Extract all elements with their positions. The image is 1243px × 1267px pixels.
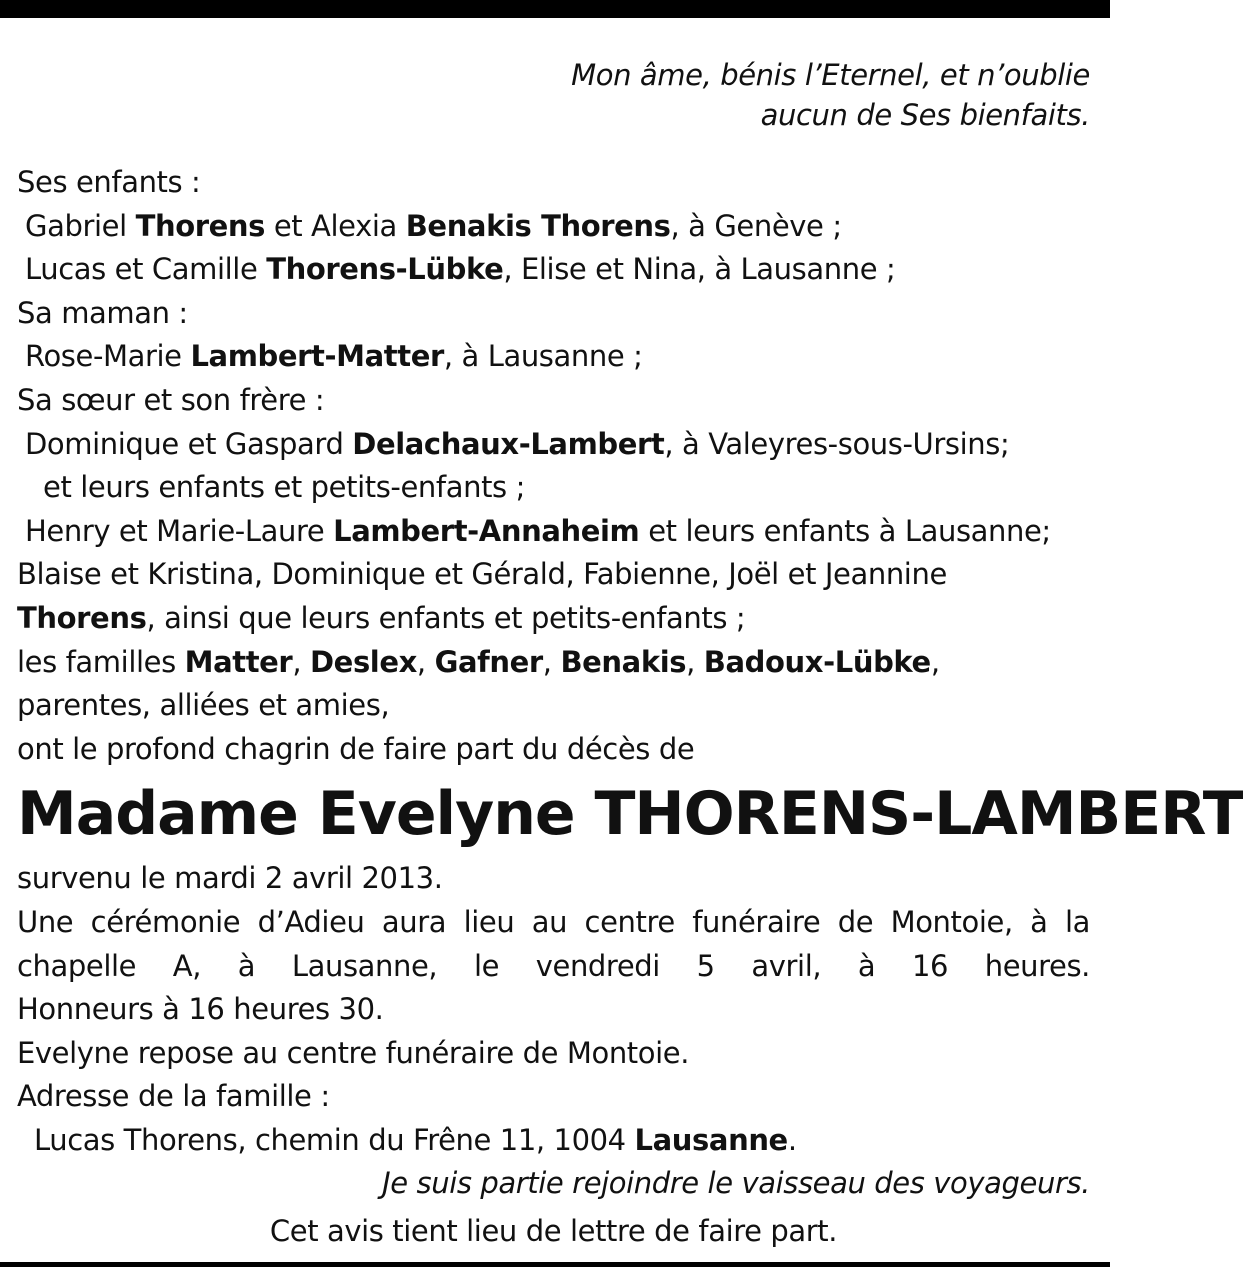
sibling-2-line (17, 510, 1090, 554)
mother-place: , à Lausanne ; (443, 339, 643, 374)
families-line: les familles Matter, Deslex, Gafner, Benakis, Badoux-Lübke, (17, 644, 940, 679)
address-text: Lucas Thorens, chemin du Frêne 11, 1004 (34, 1122, 626, 1157)
families-prefix: les familles (17, 644, 176, 679)
inlaws-surname-line (17, 597, 1090, 641)
mother-label: Sa maman : (17, 295, 188, 330)
sibling-2-place: et leurs enfants à Lausanne; (648, 513, 1051, 548)
family-name: Benakis (560, 644, 687, 679)
child-2-first: Lucas et Camille (25, 252, 258, 287)
sibling-1-first: Dominique et Gaspard (25, 426, 344, 461)
inlaws-rest: , ainsi que leurs enfants et petits-enfants ; (146, 600, 746, 635)
ceremony-line-1: Une cérémonie d’Adieu aura lieu au centre funéraire de Montoie, à la (17, 904, 1090, 939)
top-border-rule (0, 0, 1110, 18)
child-1-surname: Thorens (135, 208, 265, 243)
bottom-border-rule (0, 1262, 1110, 1267)
opening-verse (17, 55, 1090, 135)
family-name: Deslex (310, 644, 417, 679)
child-1-line (17, 205, 1090, 249)
address-line (17, 1119, 1090, 1163)
child-1-and: et Alexia (273, 208, 397, 243)
address-city: Lausanne (634, 1122, 788, 1157)
sibling-1-children: et leurs enfants et petits-enfants ; (43, 470, 525, 505)
inlaws-surname: Thorens (17, 600, 147, 635)
closing-notice: Cet avis tient lieu de lettre de faire part. (269, 1214, 838, 1249)
address-end: . (787, 1122, 797, 1157)
child-1-place: , à Genève ; (670, 208, 842, 243)
notice-body (17, 55, 1243, 1254)
sibling-2-surname: Lambert-Annaheim (333, 513, 640, 548)
child-2-place: , Elise et Nina, à Lausanne ; (503, 252, 896, 287)
date-line: survenu le mardi 2 avril 2013. (17, 861, 443, 896)
ceremony-line-2: chapelle A, à Lausanne, le vendredi 5 avril, à 16 heures. (17, 948, 1090, 983)
family-name: Badoux-Lübke (703, 644, 931, 679)
verse-line-1: Mon âme, bénis l’Eternel, et n’oublie (571, 58, 1090, 92)
siblings-label: Sa sœur et son frère : (17, 382, 325, 417)
mother-surname: Lambert-Matter (190, 339, 444, 374)
family-name: Matter (184, 644, 293, 679)
family-name: Gafner (434, 644, 543, 679)
sibling-2-first: Henry et Marie-Laure (25, 513, 325, 548)
address-label: Adresse de la famille : (17, 1079, 330, 1114)
child-2-line (17, 248, 1090, 292)
rest-place-line: Evelyne repose au centre funéraire de Montoie. (17, 1035, 690, 1070)
mother-line (17, 335, 1090, 379)
closing-quote: Je suis partie rejoindre le vaisseau des voyageurs. (382, 1166, 1090, 1201)
inlaws-line: Blaise et Kristina, Dominique et Gérald, Fabienne, Joël et Jeannine (17, 557, 947, 592)
sibling-1-line (17, 423, 1090, 467)
honours-line: Honneurs à 16 heures 30. (17, 992, 384, 1027)
child-1-spouse-surname: Benakis Thorens (405, 208, 671, 243)
deceased-name: Madame Evelyne THORENS-LAMBERT (17, 779, 1243, 850)
announcement-line: ont le profond chagrin de faire part du décès de (17, 731, 695, 766)
relatives-line: parentes, alliées et amies, (17, 688, 390, 723)
sibling-1-surname: Delachaux-Lambert (352, 426, 665, 461)
child-2-surname: Thorens-Lübke (266, 252, 504, 287)
child-1-first: Gabriel (25, 208, 127, 243)
mother-first: Rose-Marie (25, 339, 182, 374)
verse-line-2: aucun de Ses bienfaits. (760, 98, 1090, 132)
sibling-1-place: , à Valeyres-sous-Ursins; (664, 426, 1010, 461)
children-label: Ses enfants : (17, 165, 201, 199)
